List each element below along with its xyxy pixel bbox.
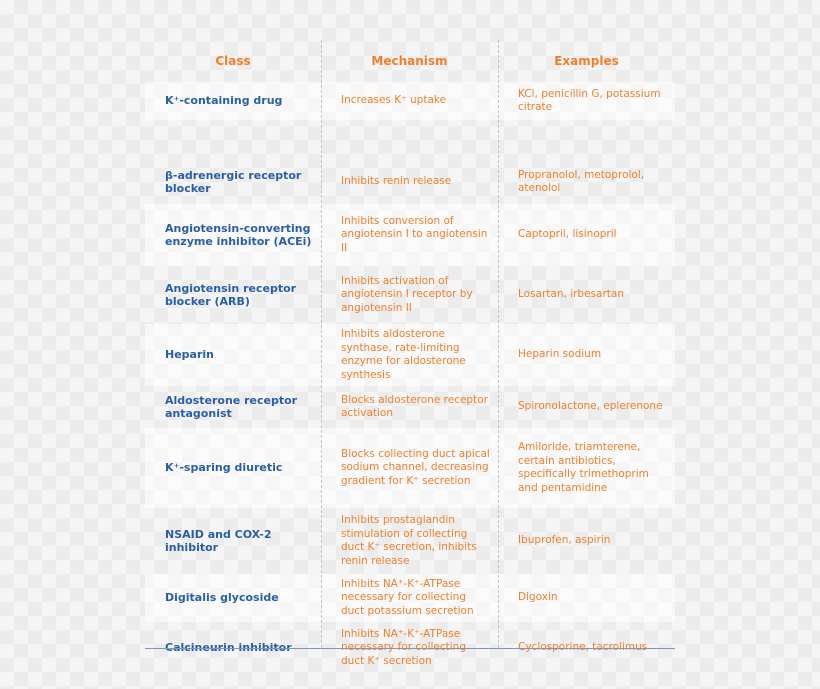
row-examples-cell-text: Captopril, lisinopril <box>518 228 617 241</box>
column-divider <box>321 40 322 648</box>
table-row <box>145 428 675 508</box>
row-class-cell-text: Angiotensin receptor blocker (ARB) <box>165 281 297 308</box>
row-examples-cell <box>498 82 675 120</box>
row-class-cell-text: NSAID and COX-2 inhibitor <box>165 527 272 554</box>
row-examples-cell <box>498 266 675 324</box>
row-class-cell <box>145 508 321 574</box>
row-class-cell <box>145 82 321 120</box>
row-class-cell-text: K⁺-containing drug <box>165 94 283 108</box>
row-mechanism-cell <box>321 324 498 386</box>
row-class-cell-text: β-adrenergic receptor blocker <box>165 168 302 195</box>
row-mechanism-cell <box>321 574 498 622</box>
row-examples-cell <box>498 386 675 428</box>
row-mechanism-cell-text: Blocks collecting duct apical sodium channel, decreasing gradient for K⁺ secretion <box>341 447 490 487</box>
row-mechanism-cell-text: Blocks aldosterone receptor activation <box>341 393 488 419</box>
header-class: Class <box>215 54 251 68</box>
row-class-cell-text: Digitalis glycoside <box>165 591 279 605</box>
row-class-cell <box>145 386 321 428</box>
header-examples: Examples <box>554 54 619 68</box>
row-class-cell <box>145 324 321 386</box>
table-row <box>145 508 675 574</box>
row-examples-cell <box>498 160 675 204</box>
row-class-cell <box>145 428 321 508</box>
row-mechanism-cell <box>321 82 498 120</box>
row-examples-cell-text: KCl, penicillin G, potassium citrate <box>518 87 661 113</box>
row-class-cell <box>145 204 321 266</box>
row-examples-cell-text: Spironolactone, eplerenone <box>518 400 663 413</box>
table-row <box>145 574 675 622</box>
row-class-cell-text: K⁺-sparing diuretic <box>165 461 283 475</box>
row-class-cell-text: Aldosterone receptor antagonist <box>165 393 298 420</box>
row-class-cell <box>145 574 321 622</box>
row-class-cell <box>145 266 321 324</box>
row-class-cell-text: Angiotensin-converting enzyme inhibitor (ACEi) <box>165 221 312 248</box>
table-row <box>145 266 675 324</box>
table-row <box>145 324 675 386</box>
table-header <box>145 40 675 82</box>
row-mechanism-cell <box>321 508 498 574</box>
row-examples-cell-text: Propranolol, metoprolol, atenolol <box>518 168 645 194</box>
table-row <box>145 386 675 428</box>
row-mechanism-cell-text: Inhibits renin release <box>341 175 452 188</box>
row-mechanism-cell-text: Inhibits prostaglandin stimulation of collecting duct K⁺ secretion, inhibits renin release <box>341 514 477 567</box>
table-row <box>145 160 675 204</box>
row-examples-cell-text: Digoxin <box>518 591 558 604</box>
row-mechanism-cell <box>321 204 498 266</box>
row-mechanism-cell <box>321 266 498 324</box>
row-mechanism-cell-text: Inhibits aldosterone synthase, rate-limiting enzyme for aldosterone synthesis <box>341 328 466 381</box>
row-examples-cell <box>498 324 675 386</box>
row-mechanism-cell <box>321 160 498 204</box>
row-examples-cell-text: Amiloride, triamterene, certain antibiotics, specifically trimethoprim and pentamidine <box>518 441 649 494</box>
row-examples-cell <box>498 204 675 266</box>
row-examples-cell <box>498 508 675 574</box>
table-bottom-rule <box>145 648 675 649</box>
row-examples-cell-text: Heparin sodium <box>518 348 602 361</box>
row-mechanism-cell-text: Inhibits conversion of angiotensin I to angiotensin II <box>341 214 488 254</box>
row-mechanism-cell-text: Inhibits NA⁺-K⁺-ATPase necessary for collecting duct potassium secretion <box>341 577 474 617</box>
row-examples-cell <box>498 574 675 622</box>
row-mechanism-cell-text: Inhibits NA⁺-K⁺-ATPase necessary for collecting duct K⁺ secretion <box>341 627 466 667</box>
row-examples-cell <box>498 428 675 508</box>
row-examples-cell-text: Ibuprofen, aspirin <box>518 534 611 547</box>
header-mechanism: Mechanism <box>371 54 448 68</box>
row-examples-cell-text: Losartan, irbesartan <box>518 288 624 301</box>
table-row <box>145 82 675 120</box>
row-class-cell-text: Heparin <box>165 348 214 362</box>
row-class-cell <box>145 160 321 204</box>
row-mechanism-cell <box>321 428 498 508</box>
table-row <box>145 204 675 266</box>
row-mechanism-cell-text: Inhibits activation of angiotensin I receptor by angiotensin II <box>341 274 473 314</box>
row-examples-cell-text: Cyclosporine, tacrolimus <box>518 641 648 654</box>
row-class-cell-text: Calcineurin inhibitor <box>165 641 292 655</box>
drug-class-table <box>145 40 675 667</box>
column-divider <box>498 40 499 648</box>
row-mechanism-cell-text: Increases K⁺ uptake <box>341 94 447 107</box>
row-mechanism-cell <box>321 386 498 428</box>
